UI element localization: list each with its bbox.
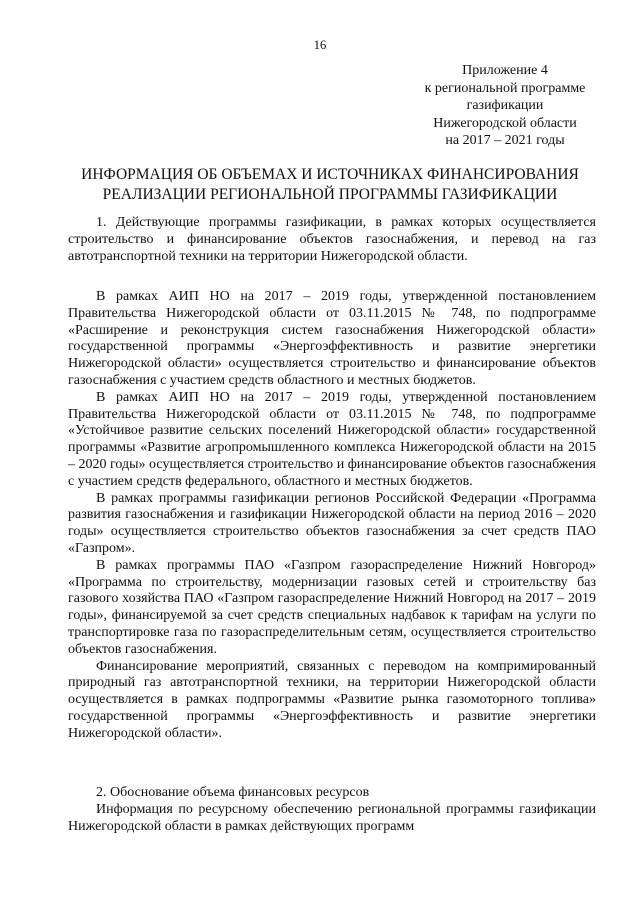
- section-2-paragraph: Информация по ресурсному обеспечению региональной программы газификации Нижегородской области в рамках действующих программ: [68, 801, 596, 834]
- paragraph: В рамках программы ПАО «Газпром газораспределение Нижний Новгород» «Программа по строительству, модернизации газовых сетей и строительству баз газового хозяйства ПАО «Газпром газораспределение Нижний Новгород на 2017 – 2019 годы», финансируемой за счет средств специальных надбавок к тарифам на услуги по транспортировке газа по газораспределительным сетям, осуществляется строительство объектов газоснабжения.: [68, 557, 596, 657]
- document-title: [60, 165, 600, 205]
- section-2: [68, 785, 596, 835]
- paragraph: В рамках программы газификации регионов Российской Федерации «Программа развития газоснабжения и газификации Нижегородской области на период 2016 – 2020 годы» осуществляется строительство объектов газоснабжения за счет средств ПАО «Газпром».: [68, 490, 596, 556]
- appendix-line: на 2017 – 2021 годы: [445, 133, 565, 148]
- appendix-line: Нижегородской области: [433, 115, 577, 131]
- title-line-2: РЕАЛИЗАЦИИ РЕГИОНАЛЬНОЙ ПРОГРАММЫ ГАЗИФИКАЦИИ: [102, 186, 558, 203]
- paragraph: В рамках АИП НО на 2017 – 2019 годы, утвержденной постановлением Правительства Нижегородской области от 03.11.2015 № 748, по подпрограмме «Расширение и реконструкция систем газоснабжения Нижегородской области» государственной программы «Энергоэффективность и развитие энергетики Нижегородской области» осуществляется строительство и финансирование объектов газоснабжения с участием средств областного и местных бюджетов.: [68, 289, 596, 388]
- section-1-body: [68, 289, 596, 743]
- section-1: [68, 215, 596, 265]
- appendix-line: к региональной программе: [424, 80, 586, 96]
- appendix-header: [400, 62, 610, 150]
- paragraph: Финансирование мероприятий, связанных с переводом на компримированный природный газ автотранспортной техники, на территории Нижегородской области осуществляется в рамках подпрограммы «Развитие рынка газомоторного топлива» государственной программы «Энергоэффективность и развитие энергетики Нижегородской области».: [68, 658, 596, 741]
- section-2-heading: 2. Обоснование объема финансовых ресурсов: [96, 785, 370, 800]
- section-1-heading: 1. Действующие программы газификации, в рамках которых осуществляется строительство и финансирование объектов газоснабжения, и перевод на газ автотранспортной техники на территории Нижегородской области.: [68, 215, 596, 264]
- paragraph: В рамках АИП НО на 2017 – 2019 годы, утвержденной постановлением Правительства Нижегородской области от 03.11.2015 № 748, по подпрограмме «Устойчивое развитие сельских поселений Нижегородской области» государственной программы «Развитие агропромышленного комплекса Нижегородской области на 2015 – 2020 годы» осуществляется строительство и финансирование объектов газоснабжения с участием средств федерального, областного и местных бюджетов.: [68, 389, 596, 489]
- appendix-line: газификации: [466, 98, 544, 113]
- appendix-line: Приложение 4: [462, 63, 548, 78]
- page-number: 16: [313, 38, 327, 52]
- title-line-1: ИНФОРМАЦИЯ ОБ ОБЪЕМАХ И ИСТОЧНИКАХ ФИНАНСИРОВАНИЯ: [81, 166, 579, 183]
